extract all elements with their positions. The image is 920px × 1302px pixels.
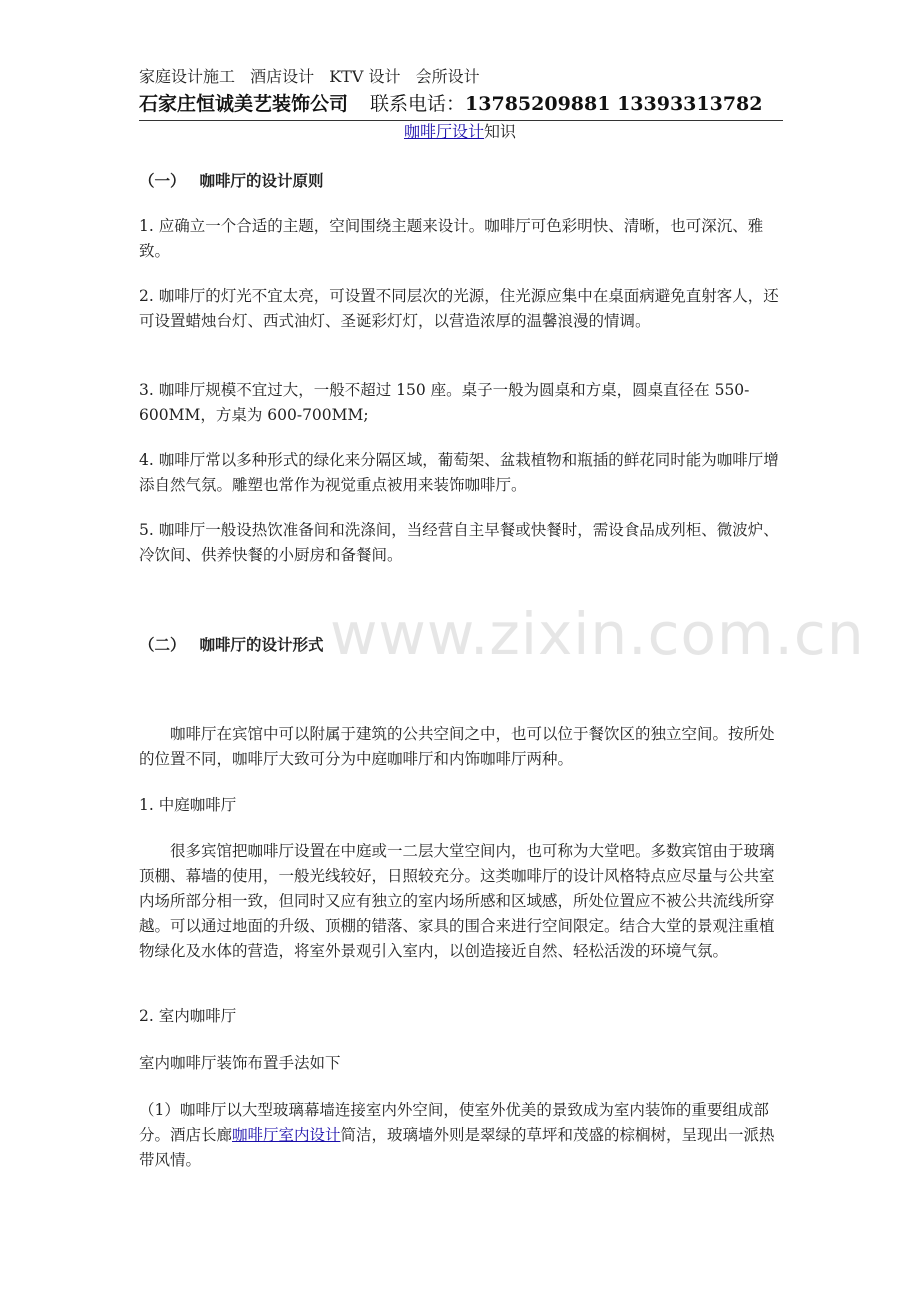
phone-numbers: 13785209881 13393313782 xyxy=(465,93,763,115)
section-number: （一） xyxy=(139,171,186,190)
section-title: 咖啡厅的设计形式 xyxy=(199,635,324,654)
service-item: 会所设计 xyxy=(415,67,480,86)
phone-label: 联系电话： xyxy=(370,93,466,115)
list-item: 5. 咖啡厅一般设热饮准备间和洗涤间，当经营自主早餐或快餐时，需设食品成列柜、微波炉、冷饮间、供养快餐的小厨房和备餐间。 xyxy=(139,521,779,564)
subsection-title: 1. 中庭咖啡厅 xyxy=(139,796,237,814)
paragraph: 很多宾馆把咖啡厅设置在中庭或一二层大堂空间内，也可称为大堂吧。多数宾馆由于玻璃顶棚、幕墙的使用，一般光线较好，日照较充分。这类咖啡厅的设计风格特点应尽量与公共室内场所部分相一致，但同时又应有独立的室内场所感和区域感，所处位置应不被公共流线所穿越。可以通过地面的升级、顶棚的错落、家具的围合来进行空间限定。结合大堂的景观注重植物绿化及水体的营造，将室外景观引入室内，以创造接近自然、轻松活泼的环境气氛。 xyxy=(139,842,775,960)
list-item: 3. 咖啡厅规模不宜过大，一般不超过 150 座。桌子一般为圆桌和方桌，圆桌直径在 550-600MM，方桌为 600-700MM; xyxy=(139,381,750,424)
paragraph: 室内咖啡厅装饰布置手法如下 xyxy=(139,1054,341,1072)
paragraph-text: 简洁，玻璃墙外则是翠绿的草坪和茂盛的棕榈树，呈现出一派热带风情。 xyxy=(139,1126,775,1169)
service-item: 家庭设计施工 xyxy=(139,67,236,86)
title-link[interactable]: 咖啡厅设计 xyxy=(403,122,484,141)
list-item: 2. 咖啡厅的灯光不宜太亮，可设置不同层次的光源，住光源应集中在桌面病避免直射客人，还可设置蜡烛台灯、西式油灯、圣诞彩灯灯，以营造浓厚的温馨浪漫的情调。 xyxy=(139,287,779,330)
watermark: www.zixin.com.cn xyxy=(330,600,865,668)
inline-link[interactable]: 咖啡厅室内设计 xyxy=(232,1126,341,1144)
header-company-row xyxy=(139,90,783,121)
paragraph-text: （1）咖啡厅以大型玻璃幕墙连接室内外空间，使室外优美的景致成为室内装饰的重要组成部分。酒店长廊 xyxy=(139,1101,769,1144)
company-name: 石家庄恒诚美艺装饰公司 xyxy=(139,93,349,115)
title-suffix: 知识 xyxy=(484,122,517,141)
section-heading xyxy=(139,168,324,193)
header xyxy=(139,64,783,121)
paragraph: 咖啡厅在宾馆中可以附属于建筑的公共空间之中，也可以位于餐饮区的独立空间。按所处的位置不同，咖啡厅大致可分为中庭咖啡厅和内饰咖啡厅两种。 xyxy=(139,725,775,768)
paragraph xyxy=(139,1098,784,1173)
service-item: KTV 设计 xyxy=(329,67,401,86)
section-title: 咖啡厅的设计原则 xyxy=(199,171,324,190)
header-services xyxy=(139,64,783,90)
document-title xyxy=(0,120,920,144)
section-heading xyxy=(139,632,324,657)
service-item: 酒店设计 xyxy=(250,67,315,86)
list-item: 1. 应确立一个合适的主题，空间围绕主题来设计。咖啡厅可色彩明快、清晰，也可深沉、雅致。 xyxy=(139,217,764,260)
section-number: （二） xyxy=(139,635,186,654)
subsection-title: 2. 室内咖啡厅 xyxy=(139,1007,237,1025)
list-item: 4. 咖啡厅常以多种形式的绿化来分隔区域，葡萄架、盆栽植物和瓶插的鲜花同时能为咖啡厅增添自然气氛。雕塑也常作为视觉重点被用来装饰咖啡厅。 xyxy=(139,451,779,494)
